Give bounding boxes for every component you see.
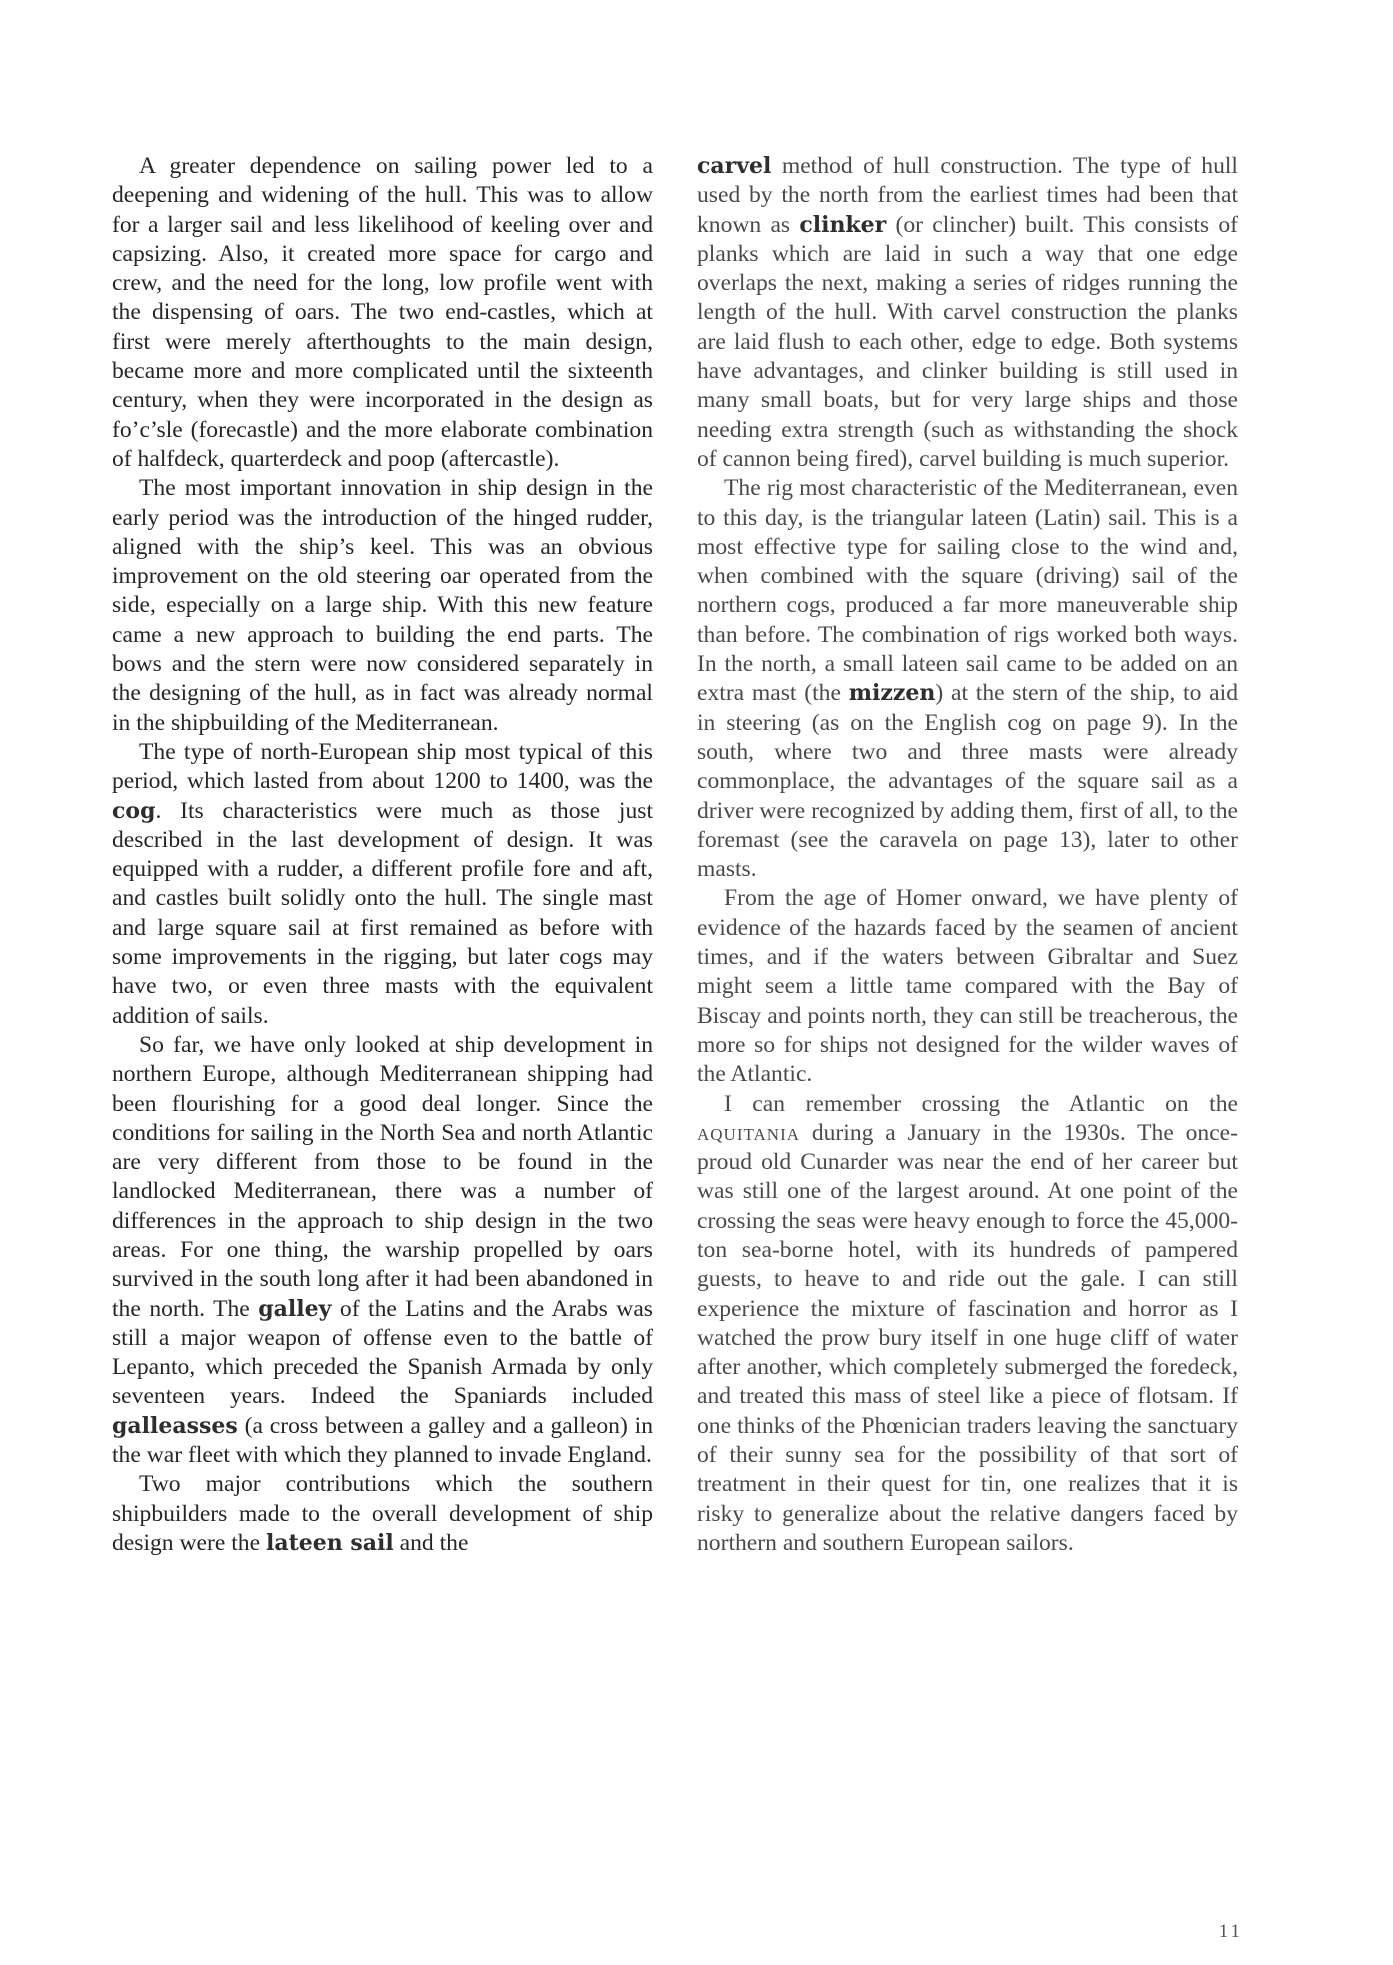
right-column [697,152,1238,1558]
paragraph: The most important innovation in ship design in the early period was the introduction of the hinged rudder, aligned with the ship’s keel. This was an obvious improvement on the old steering oar operated from the side, especially on a large ship. With this new feature came a new approach to building the end parts. The bows and the stern were now considered separately in the designing of the hull, as in fact was already normal in the shipbuilding of the Mediterranean. [112,475,653,736]
term-clinker: clinker [799,211,887,238]
term-mizzen: mizzen [848,680,936,707]
left-column [112,152,653,1558]
term-carvel: carvel [697,153,772,179]
term-cog: cog [112,797,156,824]
paragraph: So far, we have only looked at ship development in northern Europe, although Mediterranean shipping had been flourishing for a good deal longer. Since the conditions for sailing in the North Sea and north Atlantic are very different from those to be found in the landlocked Mediterranean, there was a number of differences in the approach to ship design in the two areas. For one thing, the warship propelled by oars survived in the south long after it had been abandoned in the north. The galley of the Latins and the Arabs was still a major weapon of offense even to the battle of Lepanto, which preceded the Spanish Armada by only seventeen years. Indeed the Spaniards included galleasses (a cross between a galley and a galleon) in the war fleet with which they planned to invade England. [112,1031,653,1469]
term-galleasses: galleasses [112,1412,238,1439]
paragraph: From the age of Homer onward, we have plenty of evidence of the hazards faced by the seamen of ancient times, and if the waters between Gibraltar and Suez might seem a little tame compared with the Bay of Biscay and points north, they can still be treacherous, the more so for ships not designed for the wilder waves of the Atlantic. [697,885,1238,1088]
page-number: 11 [1218,1921,1243,1942]
paragraph: carvel method of hull construction. The type of hull used by the north from the earliest times had been that known as clinker (or clincher) built. This consists of planks which are laid in such a way that one edge overlaps the next, making a series of ridges running the length of the hull. With carvel construction the planks are laid flush to each other, edge to edge. Both systems have advantages, and clinker building is still used in many small boats, but for very large ships and those needing extra strength (such as withstanding the shock of cannon being fired), carvel building is much superior. [697,153,1238,472]
term-lateen-sail: lateen sail [265,1529,394,1556]
paragraph: A greater dependence on sailing power led to a deepening and widening of the hull. This was to allow for a larger sail and less likelihood of keeling over and capsizing. Also, it created more space for cargo and crew, and the need for the long, low profile went with the dispensing of oars. The two end-castles, which at first were merely afterthoughts to the main design, became more and more complicated until the sixteenth century, when they were incorporated in the design as fo’c’sle (forecastle) and the more elaborate combination of halfdeck, quarterdeck and poop (aftercastle). [112,153,653,472]
paragraph: The type of north-European ship most typical of this period, which lasted from about 1200 to 1400, was the cog. Its characteristics were much as those just described in the last development of design. It was equipped with a rudder, a different profile fore and aft, and castles built solidly onto the hull. The single mast and large square sail at first remained as before with some improvements in the rigging, but later cogs may have two, or even three masts with the equivalent addition of sails. [112,738,653,1029]
paragraph: The rig most characteristic of the Mediterranean, even to this day, is the triangular lateen (Latin) sail. This is a most effective type for sailing close to the wind and, when combined with the square (driving) sail of the northern cogs, produced a far more maneuverable ship than before. The combination of rigs worked both ways. In the north, a small lateen sail came to be added on an extra mast (the mizzen) at the stern of the ship, to aid in steering (as on the English cog on page 9). In the south, where two and three masts were already commonplace, the advantages of the square sail as a driver were recognized by adding them, first of all, to the foremast (see the caravela on page 13), later to other masts. [697,475,1238,883]
paragraph: Two major contributions which the southern shipbuilders made to the overall development of ship design were the lateen sail and the [112,1471,653,1556]
paragraph: I can remember crossing the Atlantic on the aquitania during a January in the 1930s. The once-proud old Cunarder was near the end of her career but was still one of the largest around. At one point of the crossing the seas were heavy enough to force the 45,000-ton sea-borne hotel, with its hundreds of pampered guests, to heave to and ride out the gale. I can still experience the mixture of fascination and horror as I watched the prow bury itself in one huge cliff of water after another, which completely submerged the foredeck, and treated this mass of steel like a piece of flotsam. If one thinks of the Phœnician traders leaving the sanctuary of their sunny sea for the possibility of that sort of treatment in their quest for tin, one realizes that it is risky to generalize about the relative dangers faced by northern and southern European sailors. [697,1090,1238,1556]
ship-name: aquitania [697,1119,801,1146]
term-galley: galley [258,1295,332,1322]
